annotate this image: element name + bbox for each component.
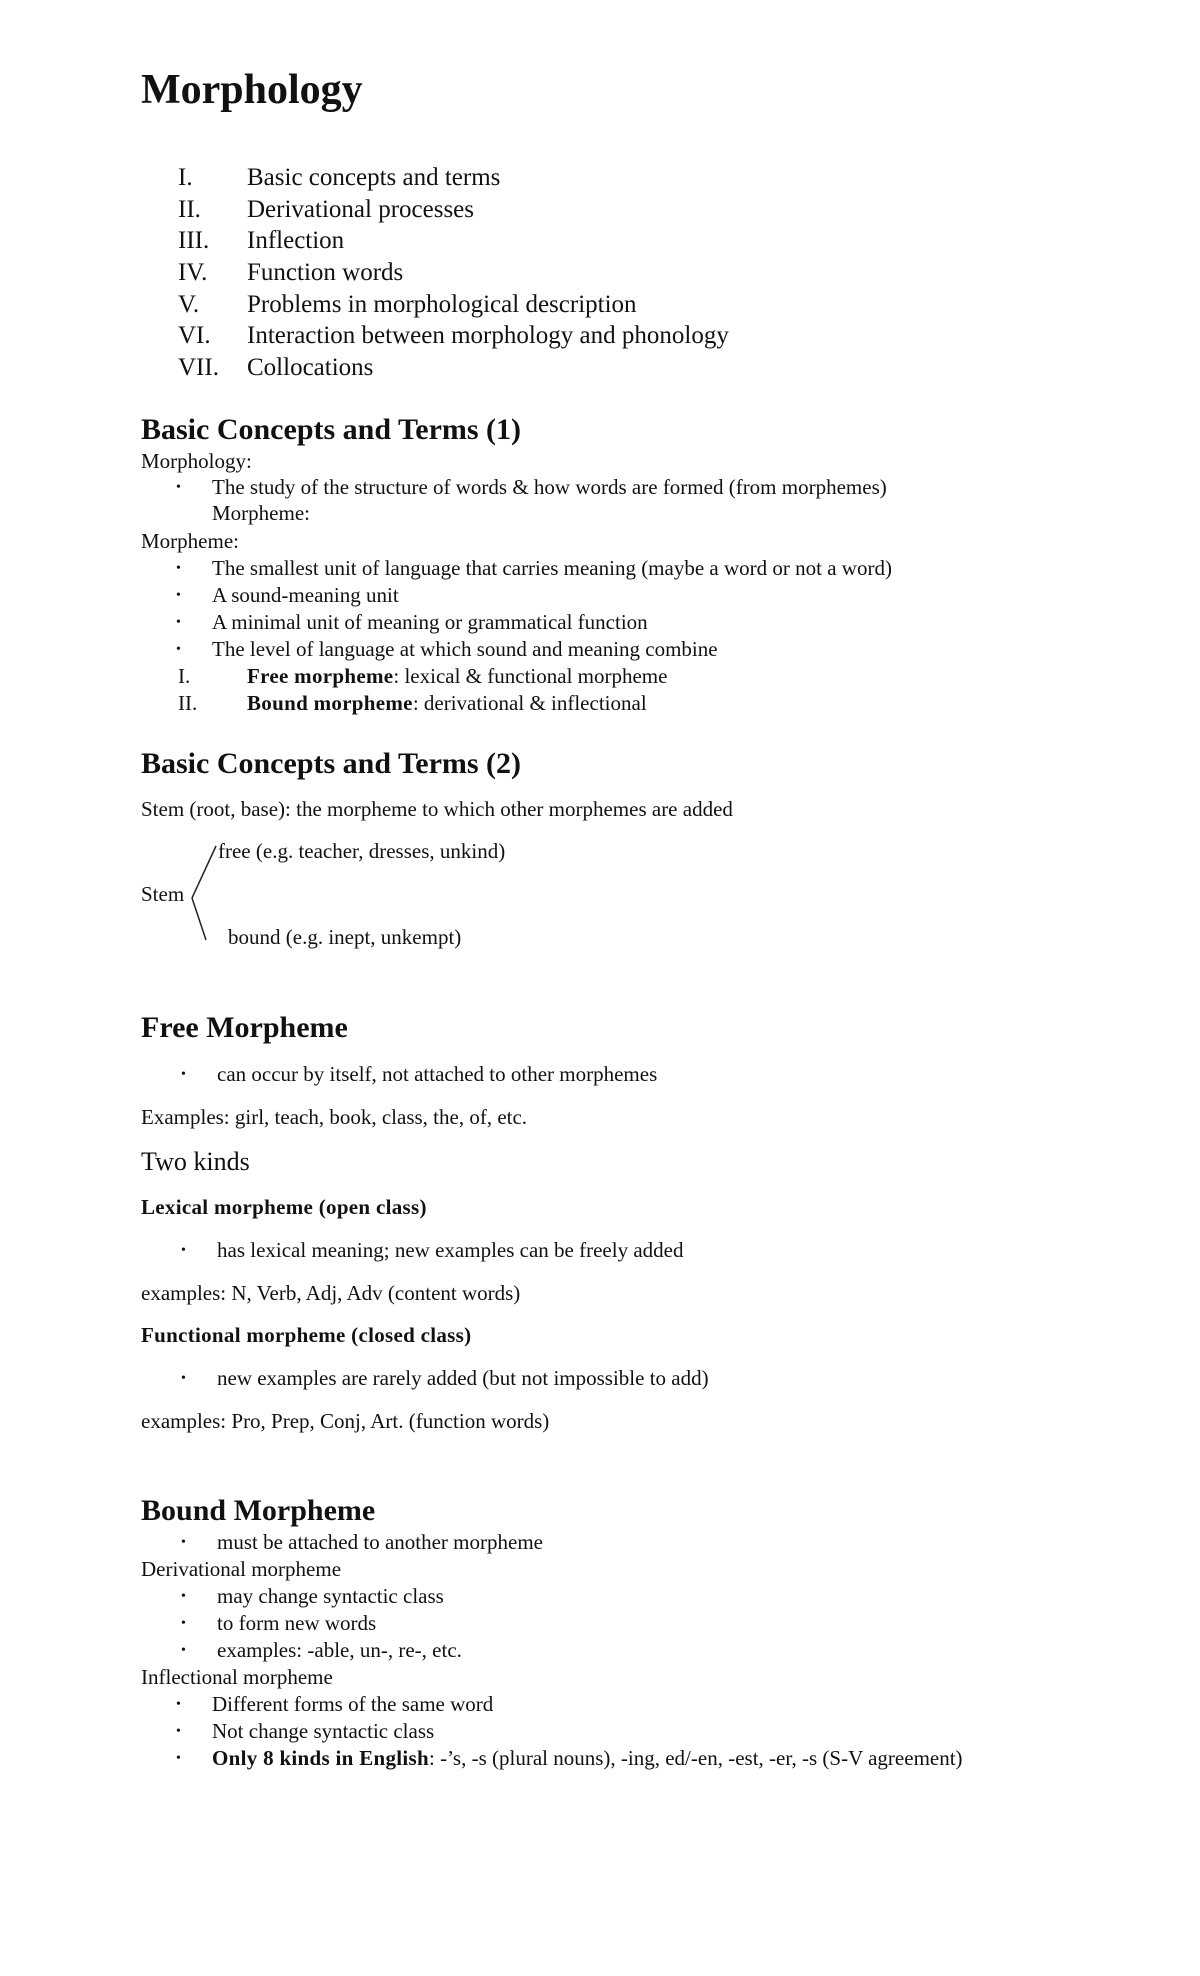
upper-branch-line (192, 846, 216, 898)
derivational-label: Derivational morpheme (141, 1557, 342, 1581)
bullet-icon: • (176, 1724, 181, 1739)
bound-branch-text: bound (e.g. inept, unkempt) (228, 925, 462, 949)
bullet-icon: • (176, 561, 181, 576)
toc-item: Collocations (247, 354, 374, 381)
inflection-kinds-list: : -’s, -s (plural nouns), -ing, ed/-en, -est, -er, -s (S-V agreement) (429, 1746, 963, 1770)
section-heading: Basic Concepts and Terms (2) (141, 747, 522, 780)
list-item: must be attached to another morpheme (217, 1530, 543, 1554)
list-item: The smallest unit of language that carries meaning (maybe a word or not a word) (212, 556, 892, 580)
bullet-icon: • (181, 1643, 186, 1658)
functional-heading (141, 1322, 471, 1349)
toc-number: VII. (178, 354, 219, 381)
only-8-kinds-term: Only 8 kinds in English (212, 1746, 430, 1770)
bullet-icon: • (176, 480, 181, 495)
bullet-icon: • (181, 1616, 186, 1631)
inflectional-label: Inflectional morpheme (141, 1665, 333, 1689)
toc-number: I. (178, 164, 193, 191)
list-item: Not change syntactic class (212, 1719, 435, 1743)
list-item: examples: -able, un-, re-, etc. (217, 1638, 462, 1662)
toc-number: IV. (178, 259, 208, 286)
list-number: II. (178, 691, 198, 715)
bullet-icon: • (176, 588, 181, 603)
section-heading: Basic Concepts and Terms (1) (141, 413, 522, 446)
bullet-icon: • (181, 1371, 186, 1386)
bound-morpheme-term: Bound morpheme (247, 691, 413, 715)
lower-branch-line (192, 898, 206, 940)
toc-number: III. (178, 227, 210, 254)
list-item: The study of the structure of words & how words are formed (from morphemes) (212, 475, 887, 499)
toc-item: Derivational processes (247, 196, 475, 223)
free-morpheme-term: Free morpheme (247, 664, 394, 688)
toc-number: VI. (178, 322, 211, 349)
stem-definition: Stem (root, base): the morpheme to which other morphemes are added (141, 797, 733, 821)
toc-item: Problems in morphological description (247, 291, 637, 318)
examples-text: Examples: girl, teach, book, class, the, of, etc. (141, 1105, 528, 1129)
page-title: Morphology (141, 67, 363, 113)
morphology-label: Morphology: (141, 449, 252, 473)
bullet-icon: • (176, 1751, 181, 1766)
lexical-heading-text: Lexical morpheme (open class) (141, 1195, 427, 1219)
list-item: can occur by itself, not attached to other morphemes (217, 1062, 658, 1086)
bullet-icon: • (176, 1697, 181, 1712)
toc-item: Interaction between morphology and phonology (247, 322, 729, 349)
lexical-heading (141, 1194, 427, 1221)
free-branch-text: free (e.g. teacher, dresses, unkind) (218, 839, 506, 863)
bound-morpheme-desc: : derivational & inflectional (412, 691, 647, 715)
section-heading: Free Morpheme (141, 1011, 348, 1044)
bullet-icon: • (176, 642, 181, 657)
toc-item: Inflection (247, 227, 345, 254)
section-heading: Bound Morpheme (141, 1494, 376, 1527)
functional-heading-text: Functional morpheme (closed class) (141, 1323, 472, 1347)
morpheme-label: Morpheme: (141, 529, 239, 553)
examples-text: examples: Pro, Prep, Conj, Art. (function words) (141, 1409, 550, 1433)
examples-text: examples: N, Verb, Adj, Adv (content words) (141, 1281, 521, 1305)
bullet-icon: • (181, 1243, 186, 1258)
list-item: to form new words (217, 1611, 377, 1635)
toc-number: V. (178, 291, 200, 318)
list-item: A sound-meaning unit (212, 583, 399, 607)
list-item: A minimal unit of meaning or grammatical function (212, 610, 648, 634)
list-number: I. (178, 664, 191, 688)
list-item: may change syntactic class (217, 1584, 444, 1608)
bullet-icon: • (176, 615, 181, 630)
list-item (212, 1745, 963, 1772)
two-kinds-label: Two kinds (141, 1147, 250, 1176)
bullet-icon: • (181, 1535, 186, 1550)
list-item: new examples are rarely added (but not impossible to add) (217, 1366, 709, 1390)
toc-item: Function words (247, 259, 404, 286)
toc-number: II. (178, 196, 201, 223)
list-item: Different forms of the same word (212, 1692, 494, 1716)
bullet-icon: • (181, 1067, 186, 1082)
list-item: The level of language at which sound and meaning combine (212, 637, 718, 661)
toc-item: Basic concepts and terms (247, 164, 501, 191)
free-morpheme-desc: : lexical & functional morpheme (393, 664, 668, 688)
stem-label: Stem (141, 882, 185, 906)
morpheme-indent-label: Morpheme: (212, 501, 310, 525)
list-item: has lexical meaning; new examples can be freely added (217, 1238, 684, 1262)
bullet-icon: • (181, 1589, 186, 1604)
